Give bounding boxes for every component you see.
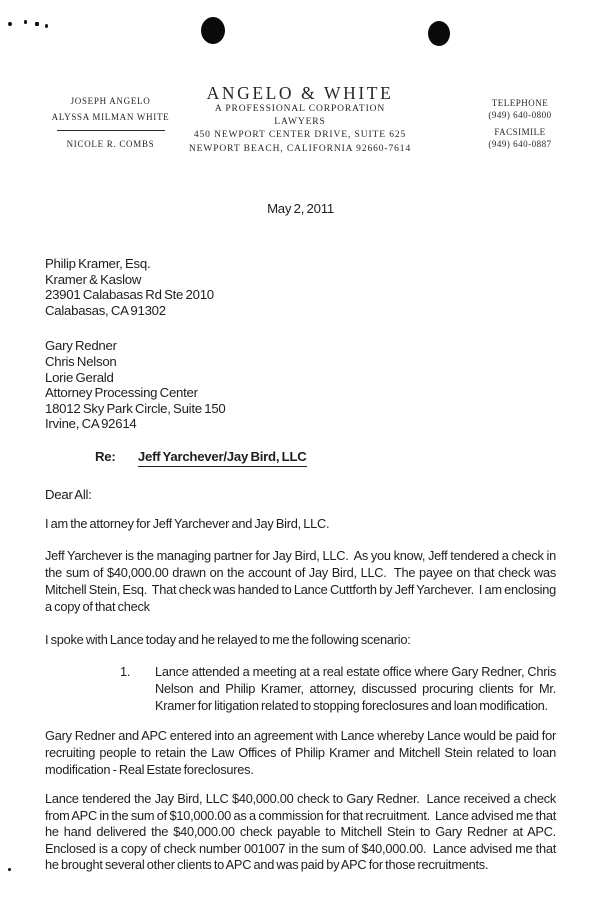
- paragraph: I am the attorney for Jeff Yarchever and Jay Bird, LLC.: [45, 515, 330, 531]
- salutation: Dear All:: [45, 486, 92, 502]
- scan-speck: [35, 22, 39, 26]
- facsimile-label: FACSIMILE: [494, 127, 546, 137]
- list-item-text: Lance attended a meeting at a real estate office where Gary Redner, Chris Nelson and Philip Kramer, attorney, discussed procuring clients for Mr. Kramer for litigation related to stopping foreclosures and loan modification.: [155, 663, 556, 713]
- recipient-line: Kramer & Kaslow: [45, 271, 142, 287]
- recipient-line: Philip Kramer, Esq.: [45, 256, 151, 271]
- telephone-number: (949) 640-0800: [488, 109, 552, 120]
- re-subject: Jeff Yarchever/Jay Bird, LLC: [138, 448, 307, 467]
- recipient-line: Calabasas, CA 91302: [45, 302, 166, 318]
- scan-speck: [8, 868, 11, 871]
- paragraph: Jeff Yarchever is the managing partner for Jay Bird, LLC. As you know, Jeff tendered a check in the sum of $40,000.00 drawn on the account of Jay Bird, LLC. The payee on that check was Mitchell Stein, Esq. That check was handed to Lance Cuttforth by Jeff Yarchever. I am enclosing a copy of that check: [45, 547, 559, 614]
- firm-subtitle: LAWYERS: [274, 117, 326, 128]
- recipient-line: Attorney Processing Center: [45, 385, 198, 401]
- scan-speck: [8, 22, 12, 26]
- scan-speck: [45, 24, 48, 28]
- firm-subtitle: A PROFESSIONAL CORPORATION: [214, 104, 386, 114]
- paragraph: Gary Redner and APC entered into an agreement with Lance whereby Lance would be paid for recruiting people to retain the Law Offices of Philip Kramer and Mitchell Stein related to loan modification - Real Estate foreclosures.: [45, 727, 559, 777]
- letterhead-divider: [57, 130, 165, 131]
- recipient-block-apc: [45, 338, 556, 432]
- paragraph: Lance tendered the Jay Bird, LLC $40,000.00 check to Gary Redner. Lance received a check from APC in the sum of $10,000.00 as a commission for that recruitment. Lance advised me that he hand delivered the $40,000.00 check payable to Mitchell Stein to Gary Redner at APC. Enclosed is a copy of check number 001007 in the sum of $40,000.00. Lance advised me that he brought several other clients to APC and was paid by APC for those recruitments.: [45, 790, 561, 873]
- numbered-list-item: [120, 663, 556, 714]
- letter-date: May 2, 2011: [267, 201, 334, 216]
- hole-punch-icon: [428, 21, 450, 46]
- recipient-line: Irvine, CA 92614: [45, 416, 137, 432]
- paragraph: I spoke with Lance today and he relayed to me the following scenario:: [45, 631, 411, 647]
- firm-name: ANGELO & WHITE: [206, 83, 394, 103]
- recipient-line: Gary Redner: [45, 338, 117, 354]
- attorney-name: ALYSSA MILMAN WHITE: [51, 111, 170, 122]
- recipient-line: 23901 Calabasas Rd Ste 2010: [45, 287, 214, 303]
- recipient-block-kramer: [45, 256, 556, 318]
- recipient-line: Chris Nelson: [45, 353, 117, 369]
- re-label: Re:: [95, 448, 116, 464]
- letterhead-contact-block: [455, 98, 585, 150]
- attorney-name: NICOLE R. COMBS: [66, 139, 155, 149]
- re-line: [95, 448, 556, 467]
- hole-punch-icon: [201, 17, 225, 44]
- facsimile-number: (949) 640-0887: [488, 138, 552, 149]
- letterhead-firm-block: [168, 83, 432, 156]
- recipient-line: Lorie Gerald: [45, 369, 114, 385]
- attorney-name: JOSEPH ANGELO: [70, 96, 151, 106]
- telephone-label: TELEPHONE: [491, 98, 549, 108]
- recipient-line: 18012 Sky Park Circle, Suite 150: [45, 400, 226, 416]
- scan-speck: [24, 20, 27, 24]
- letter-body: [45, 200, 561, 874]
- firm-address-line: NEWPORT BEACH, CALIFORNIA 92660-7614: [188, 143, 412, 154]
- list-item-number: 1.: [120, 663, 131, 679]
- firm-address-line: 450 NEWPORT CENTER DRIVE, SUITE 625: [193, 130, 407, 141]
